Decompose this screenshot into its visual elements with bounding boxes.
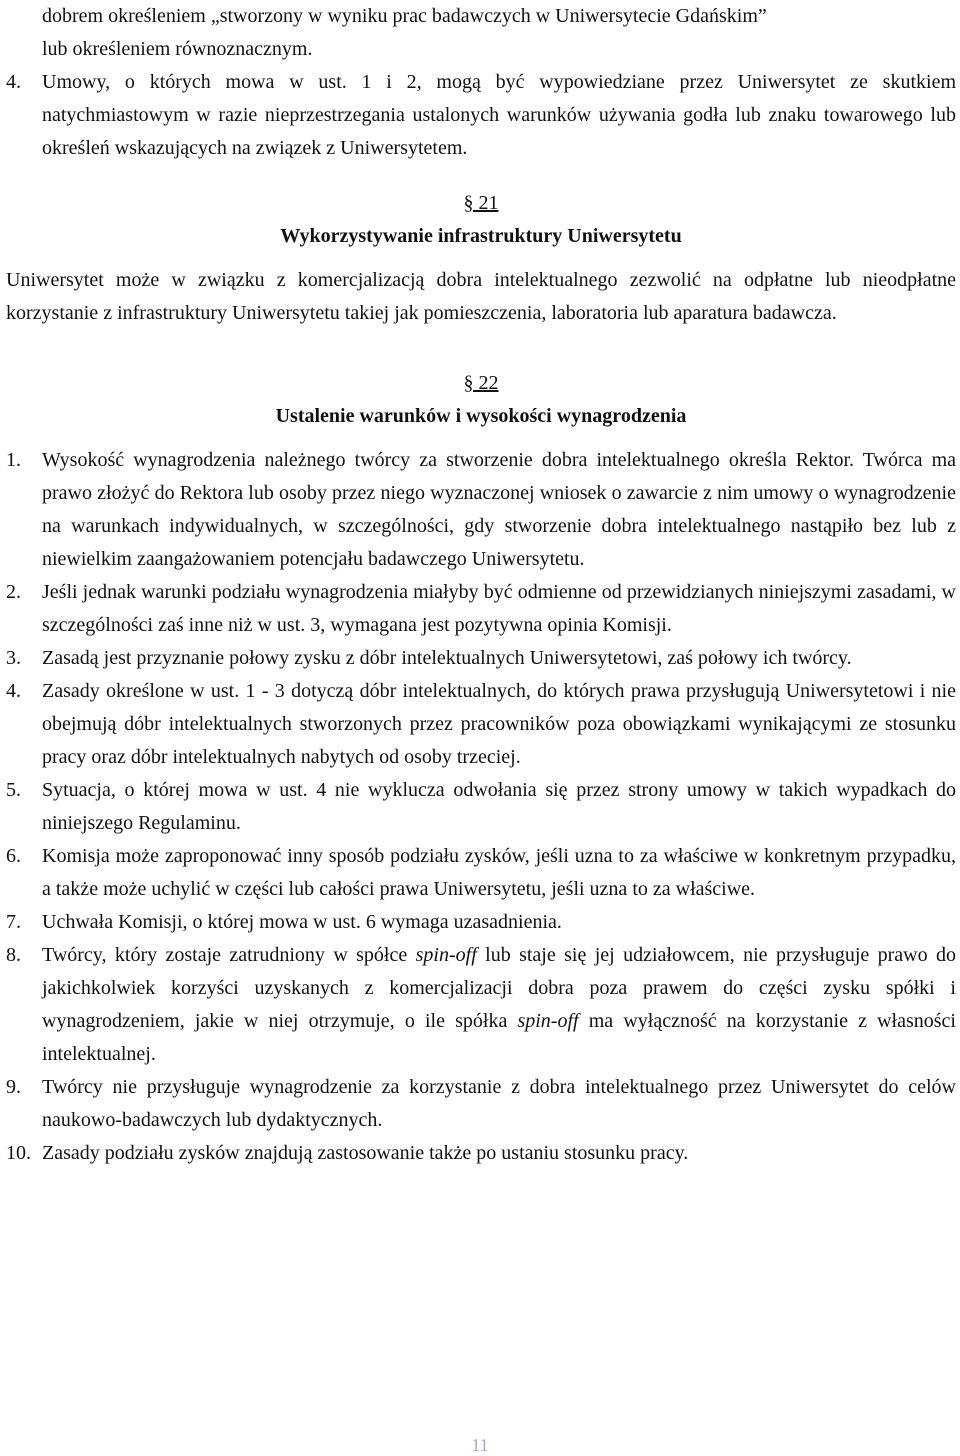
list-item-text: Jeśli jednak warunki podziału wynagrodzenia miałyby być odmienne od przewidzianych niniejszymi zasadami, w szczególności zaś inne niż w ust. 3, wymagana jest pozytywna opinia Komisji. <box>42 581 956 636</box>
list-item-number: 4. <box>6 71 21 93</box>
list-item <box>6 444 956 576</box>
list-item-number: 3. <box>6 647 21 669</box>
continued-line-2: lub określeniem równoznacznym. <box>42 38 313 60</box>
section-21-mark <box>6 187 956 220</box>
list-item-number: 6. <box>6 845 21 867</box>
list-item <box>6 1071 956 1137</box>
list-item-text: Komisja może zaproponować inny sposób podziału zysków, jeśli uzna to za właściwe w konkretnym przypadku, a także może uchylić w części lub całości prawa Uniwersytetu, jeśli uzna to za właściwe. <box>42 845 956 900</box>
list-item-text: Sytuacja, o której mowa w ust. 4 nie wyklucza odwołania się przez strony umowy w takich wypadkach do niniejszego Regulaminu. <box>42 779 956 834</box>
section-21-body: Uniwersytet może w związku z komercjalizacją dobra intelektualnego zezwolić na odpłatne lub nieodpłatne korzystanie z infrastruktury Uniwersytetu takiej jak pomieszczenia, laboratoria lub aparatura badawcza. <box>6 269 956 324</box>
list-item-text: Uchwała Komisji, o której mowa w ust. 6 wymaga uzasadnienia. <box>42 911 562 933</box>
list-item <box>6 576 956 642</box>
list-item-text: Zasadą jest przyznanie połowy zysku z dóbr intelektualnych Uniwersytetowi, zaś połowy ich twórcy. <box>42 647 852 669</box>
list-item <box>6 840 956 906</box>
list-item-number: 4. <box>6 680 21 702</box>
list-item <box>6 774 956 840</box>
list-item-number: 9. <box>6 1076 21 1098</box>
spin-off-term: spin-off <box>517 1010 579 1032</box>
list-item-text: Zasady podziału zysków znajdują zastosowanie także po ustaniu stosunku pracy. <box>42 1142 689 1164</box>
list-item <box>6 939 956 1071</box>
spin-off-term: spin-off <box>415 944 477 966</box>
list-item-text: Umowy, o których mowa w ust. 1 i 2, mogą być wypowiedziane przez Uniwersytet ze skutkiem natychmiastowym w razie nieprzestrzegania ustalonych warunków używania godła lub znaku towarowego lub określeń wskazujących na związek z Uniwersytetem. <box>42 71 956 159</box>
list-item-number: 10. <box>6 1142 31 1164</box>
list-item <box>6 1137 956 1170</box>
list-item-text: Wysokość wynagrodzenia należnego twórcy za stworzenie dobra intelektualnego określa Rektor. Twórca ma prawo złożyć do Rektora lub osoby przez niego wyznaczonej wniosek o zawarcie z nim umowy o wynagrodzenie na warunkach indywidualnych, w szczególności, gdy stworzenie dobra intelektualnego nastąpiło bez lub z niewielkim zaangażowaniem potencjału badawczego Uniwersytetu. <box>42 449 956 570</box>
list-item-number: 5. <box>6 779 21 801</box>
list-item-text-part: Twórcy, który zostaje zatrudniony w spółce <box>42 944 416 966</box>
list-item <box>6 906 956 939</box>
list-item <box>6 642 956 675</box>
list-item-text <box>42 939 956 1071</box>
list-item-number: 2. <box>6 581 21 603</box>
list-item-text: Zasady określone w ust. 1 - 3 dotyczą dóbr intelektualnych, do których prawa przysługują Uniwersytetowi i nie obejmują dóbr intelektualnych stworzonych przez pracowników poza obowiązkami wynikającymi ze stosunku pracy oraz dóbr intelektualnych nabytych od osoby trzeciej. <box>42 680 956 768</box>
document-page <box>6 0 956 1170</box>
section-22-number: § 22 <box>463 372 499 394</box>
continued-line-1: dobrem określeniem „stworzony w wyniku prac badawczych w Uniwersytecie Gdańskim” <box>42 5 767 27</box>
list-item-number: 8. <box>6 944 21 966</box>
list-item-text-part: lub staje się jej udziałowcem, nie przysługuje prawo do jakichkolwiek korzyści uzyskanych z komercjalizacji dobra poza prawem do części zysku spółki i wynagrodzeniem, jakie w niej otrzymuje, o ile spółka <box>42 944 957 1032</box>
list-item-number: 1. <box>6 449 21 471</box>
section-21-number: § 21 <box>463 192 499 214</box>
section-22-mark <box>6 367 956 400</box>
section-21-title: Wykorzystywanie infrastruktury Uniwersytetu <box>280 225 682 247</box>
list-item-number: 7. <box>6 911 21 933</box>
list-item <box>6 675 956 774</box>
list-item-text-part: ma wyłączność na korzystanie z własności intelektualnej. <box>42 1010 956 1065</box>
list-item-text: Twórcy nie przysługuje wynagrodzenie za korzystanie z dobra intelektualnego przez Uniwersytet do celów naukowo-badawczych lub dydaktycznych. <box>42 1076 956 1131</box>
continued-paragraph <box>6 0 956 66</box>
section-22-title: Ustalenie warunków i wysokości wynagrodzenia <box>275 405 687 427</box>
page-number: 11 <box>471 1435 489 1455</box>
list-item <box>6 66 956 165</box>
